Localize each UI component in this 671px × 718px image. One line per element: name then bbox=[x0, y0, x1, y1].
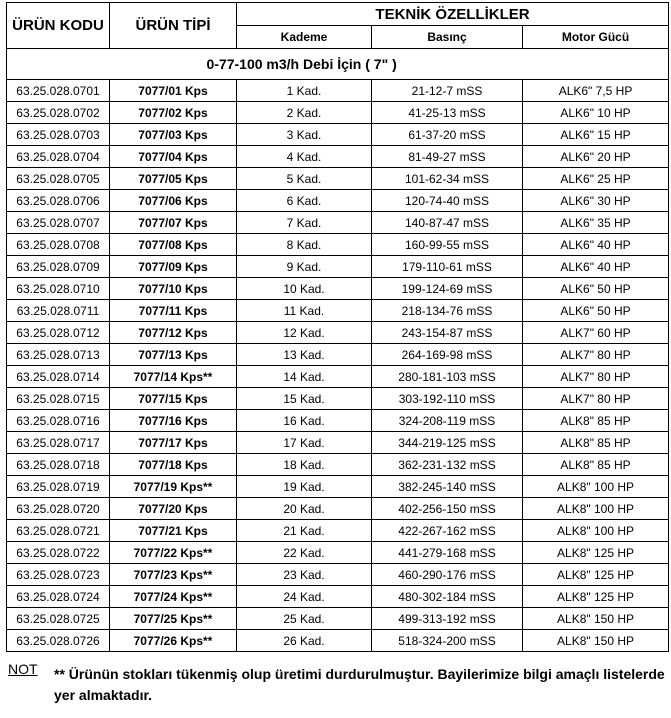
table-row bbox=[7, 146, 669, 168]
header-pressure: Basınç bbox=[372, 26, 523, 49]
cell-motor-power: ALK8" 125 HP bbox=[523, 586, 669, 608]
table-row bbox=[7, 212, 669, 234]
table-row bbox=[7, 322, 669, 344]
cell-product-code: 63.25.028.0717 bbox=[7, 432, 110, 454]
cell-motor-power: ALK8" 85 HP bbox=[523, 454, 669, 476]
cell-stage: 25 Kad. bbox=[237, 608, 372, 630]
header-product-code: ÜRÜN KODU bbox=[7, 3, 110, 49]
cell-pressure: 441-279-168 mSS bbox=[372, 542, 523, 564]
product-spec-table bbox=[6, 2, 669, 652]
cell-pressure: 344-219-125 mSS bbox=[372, 432, 523, 454]
cell-stage: 1 Kad. bbox=[237, 80, 372, 102]
cell-pressure: 362-231-132 mSS bbox=[372, 454, 523, 476]
cell-product-code: 63.25.028.0706 bbox=[7, 190, 110, 212]
cell-product-type: 7077/24 Kps** bbox=[110, 586, 237, 608]
cell-pressure: 101-62-34 mSS bbox=[372, 168, 523, 190]
cell-product-type: 7077/11 Kps bbox=[110, 300, 237, 322]
cell-stage: 18 Kad. bbox=[237, 454, 372, 476]
table-row bbox=[7, 102, 669, 124]
cell-stage: 23 Kad. bbox=[237, 564, 372, 586]
note-label: NOT bbox=[8, 661, 38, 677]
cell-motor-power: ALK6" 25 HP bbox=[523, 168, 669, 190]
cell-motor-power: ALK8" 85 HP bbox=[523, 410, 669, 432]
cell-stage: 20 Kad. bbox=[237, 498, 372, 520]
table-row bbox=[7, 234, 669, 256]
cell-product-code: 63.25.028.0702 bbox=[7, 102, 110, 124]
cell-pressure: 179-110-61 mSS bbox=[372, 256, 523, 278]
cell-product-type: 7077/26 Kps** bbox=[110, 630, 237, 652]
cell-product-code: 63.25.028.0724 bbox=[7, 586, 110, 608]
cell-pressure: 140-87-47 mSS bbox=[372, 212, 523, 234]
cell-motor-power: ALK8" 150 HP bbox=[523, 608, 669, 630]
table-row bbox=[7, 388, 669, 410]
cell-motor-power: ALK8" 100 HP bbox=[523, 476, 669, 498]
cell-product-type: 7077/25 Kps** bbox=[110, 608, 237, 630]
cell-product-type: 7077/07 Kps bbox=[110, 212, 237, 234]
cell-stage: 26 Kad. bbox=[237, 630, 372, 652]
cell-stage: 17 Kad. bbox=[237, 432, 372, 454]
cell-product-type: 7077/21 Kps bbox=[110, 520, 237, 542]
cell-product-type: 7077/20 Kps bbox=[110, 498, 237, 520]
cell-product-code: 63.25.028.0711 bbox=[7, 300, 110, 322]
cell-motor-power: ALK8" 100 HP bbox=[523, 498, 669, 520]
cell-product-code: 63.25.028.0721 bbox=[7, 520, 110, 542]
cell-stage: 14 Kad. bbox=[237, 366, 372, 388]
cell-stage: 13 Kad. bbox=[237, 344, 372, 366]
table-row bbox=[7, 454, 669, 476]
table-row bbox=[7, 410, 669, 432]
cell-product-type: 7077/08 Kps bbox=[110, 234, 237, 256]
cell-motor-power: ALK6" 7,5 HP bbox=[523, 80, 669, 102]
table-row bbox=[7, 608, 669, 630]
cell-stage: 21 Kad. bbox=[237, 520, 372, 542]
header-product-type: ÜRÜN TİPİ bbox=[110, 3, 237, 49]
section-title: 0-77-100 m3/h Debi İçin ( 7" ) bbox=[110, 49, 669, 80]
cell-pressure: 61-37-20 mSS bbox=[372, 124, 523, 146]
table-row bbox=[7, 630, 669, 652]
cell-product-code: 63.25.028.0710 bbox=[7, 278, 110, 300]
table-row bbox=[7, 344, 669, 366]
table-row bbox=[7, 520, 669, 542]
cell-product-type: 7077/04 Kps bbox=[110, 146, 237, 168]
cell-product-code: 63.25.028.0703 bbox=[7, 124, 110, 146]
table-row bbox=[7, 564, 669, 586]
cell-motor-power: ALK6" 35 HP bbox=[523, 212, 669, 234]
cell-stage: 24 Kad. bbox=[237, 586, 372, 608]
cell-product-code: 63.25.028.0707 bbox=[7, 212, 110, 234]
cell-pressure: 81-49-27 mSS bbox=[372, 146, 523, 168]
cell-stage: 19 Kad. bbox=[237, 476, 372, 498]
cell-motor-power: ALK7" 60 HP bbox=[523, 322, 669, 344]
table-row bbox=[7, 432, 669, 454]
cell-motor-power: ALK7" 80 HP bbox=[523, 388, 669, 410]
cell-product-type: 7077/18 Kps bbox=[110, 454, 237, 476]
header-stage: Kademe bbox=[237, 26, 372, 49]
cell-stage: 7 Kad. bbox=[237, 212, 372, 234]
cell-motor-power: ALK7" 80 HP bbox=[523, 344, 669, 366]
cell-pressure: 243-154-87 mSS bbox=[372, 322, 523, 344]
cell-product-type: 7077/17 Kps bbox=[110, 432, 237, 454]
cell-motor-power: ALK6" 40 HP bbox=[523, 256, 669, 278]
cell-product-type: 7077/06 Kps bbox=[110, 190, 237, 212]
cell-stage: 4 Kad. bbox=[237, 146, 372, 168]
cell-pressure: 324-208-119 mSS bbox=[372, 410, 523, 432]
table-row bbox=[7, 366, 669, 388]
cell-stage: 8 Kad. bbox=[237, 234, 372, 256]
table-row bbox=[7, 80, 669, 102]
table-row bbox=[7, 124, 669, 146]
cell-motor-power: ALK7" 80 HP bbox=[523, 366, 669, 388]
cell-motor-power: ALK6" 50 HP bbox=[523, 278, 669, 300]
cell-product-code: 63.25.028.0722 bbox=[7, 542, 110, 564]
cell-motor-power: ALK6" 30 HP bbox=[523, 190, 669, 212]
cell-product-code: 63.25.028.0715 bbox=[7, 388, 110, 410]
cell-pressure: 518-324-200 mSS bbox=[372, 630, 523, 652]
table-row bbox=[7, 168, 669, 190]
cell-product-type: 7077/23 Kps** bbox=[110, 564, 237, 586]
cell-motor-power: ALK6" 15 HP bbox=[523, 124, 669, 146]
cell-pressure: 280-181-103 mSS bbox=[372, 366, 523, 388]
cell-product-type: 7077/12 Kps bbox=[110, 322, 237, 344]
cell-pressure: 402-256-150 mSS bbox=[372, 498, 523, 520]
table-row bbox=[7, 278, 669, 300]
cell-product-type: 7077/22 Kps** bbox=[110, 542, 237, 564]
cell-motor-power: ALK6" 40 HP bbox=[523, 234, 669, 256]
cell-stage: 15 Kad. bbox=[237, 388, 372, 410]
cell-product-type: 7077/02 Kps bbox=[110, 102, 237, 124]
cell-motor-power: ALK8" 85 HP bbox=[523, 432, 669, 454]
cell-stage: 2 Kad. bbox=[237, 102, 372, 124]
cell-pressure: 382-245-140 mSS bbox=[372, 476, 523, 498]
cell-product-code: 63.25.028.0726 bbox=[7, 630, 110, 652]
cell-product-type: 7077/03 Kps bbox=[110, 124, 237, 146]
cell-product-type: 7077/15 Kps bbox=[110, 388, 237, 410]
cell-stage: 22 Kad. bbox=[237, 542, 372, 564]
cell-product-code: 63.25.028.0701 bbox=[7, 80, 110, 102]
cell-product-code: 63.25.028.0725 bbox=[7, 608, 110, 630]
cell-pressure: 480-302-184 mSS bbox=[372, 586, 523, 608]
cell-product-type: 7077/05 Kps bbox=[110, 168, 237, 190]
table-row bbox=[7, 542, 669, 564]
cell-pressure: 120-74-40 mSS bbox=[372, 190, 523, 212]
cell-pressure: 21-12-7 mSS bbox=[372, 80, 523, 102]
cell-motor-power: ALK6" 20 HP bbox=[523, 146, 669, 168]
cell-product-code: 63.25.028.0704 bbox=[7, 146, 110, 168]
cell-motor-power: ALK8" 125 HP bbox=[523, 564, 669, 586]
cell-product-type: 7077/10 Kps bbox=[110, 278, 237, 300]
table-row bbox=[7, 256, 669, 278]
cell-product-type: 7077/13 Kps bbox=[110, 344, 237, 366]
cell-pressure: 218-134-76 mSS bbox=[372, 300, 523, 322]
cell-product-code: 63.25.028.0718 bbox=[7, 454, 110, 476]
table-row bbox=[7, 190, 669, 212]
cell-motor-power: ALK6" 10 HP bbox=[523, 102, 669, 124]
cell-stage: 16 Kad. bbox=[237, 410, 372, 432]
cell-stage: 3 Kad. bbox=[237, 124, 372, 146]
header-technical-specs: TEKNİK ÖZELLİKLER bbox=[237, 3, 669, 26]
cell-product-code: 63.25.028.0708 bbox=[7, 234, 110, 256]
cell-product-type: 7077/14 Kps** bbox=[110, 366, 237, 388]
table-row bbox=[7, 300, 669, 322]
cell-pressure: 303-192-110 mSS bbox=[372, 388, 523, 410]
cell-motor-power: ALK8" 100 HP bbox=[523, 520, 669, 542]
cell-pressure: 422-267-162 mSS bbox=[372, 520, 523, 542]
cell-motor-power: ALK6" 50 HP bbox=[523, 300, 669, 322]
cell-product-code: 63.25.028.0716 bbox=[7, 410, 110, 432]
cell-stage: 5 Kad. bbox=[237, 168, 372, 190]
cell-product-code: 63.25.028.0719 bbox=[7, 476, 110, 498]
cell-pressure: 199-124-69 mSS bbox=[372, 278, 523, 300]
cell-product-code: 63.25.028.0705 bbox=[7, 168, 110, 190]
cell-motor-power: ALK8" 150 HP bbox=[523, 630, 669, 652]
cell-product-code: 63.25.028.0720 bbox=[7, 498, 110, 520]
cell-stage: 10 Kad. bbox=[237, 278, 372, 300]
cell-product-code: 63.25.028.0709 bbox=[7, 256, 110, 278]
cell-stage: 11 Kad. bbox=[237, 300, 372, 322]
cell-pressure: 460-290-176 mSS bbox=[372, 564, 523, 586]
cell-product-type: 7077/16 Kps bbox=[110, 410, 237, 432]
cell-pressure: 160-99-55 mSS bbox=[372, 234, 523, 256]
note-text: ** Ürünün stokları tükenmiş olup üretimi durdurulmuştur. Bayilerimize bilgi amaçlı listelerde yer almaktadır. bbox=[54, 666, 665, 703]
header-motor-power: Motor Gücü bbox=[523, 26, 669, 49]
cell-pressure: 499-313-192 mSS bbox=[372, 608, 523, 630]
table-row bbox=[7, 476, 669, 498]
section-row-spacer bbox=[7, 49, 110, 80]
cell-product-code: 63.25.028.0713 bbox=[7, 344, 110, 366]
cell-product-code: 63.25.028.0723 bbox=[7, 564, 110, 586]
table-row bbox=[7, 586, 669, 608]
cell-product-type: 7077/09 Kps bbox=[110, 256, 237, 278]
cell-motor-power: ALK8" 125 HP bbox=[523, 542, 669, 564]
cell-pressure: 41-25-13 mSS bbox=[372, 102, 523, 124]
cell-stage: 9 Kad. bbox=[237, 256, 372, 278]
cell-product-type: 7077/01 Kps bbox=[110, 80, 237, 102]
cell-stage: 12 Kad. bbox=[237, 322, 372, 344]
cell-stage: 6 Kad. bbox=[237, 190, 372, 212]
table-row bbox=[7, 498, 669, 520]
cell-pressure: 264-169-98 mSS bbox=[372, 344, 523, 366]
cell-product-code: 63.25.028.0714 bbox=[7, 366, 110, 388]
cell-product-code: 63.25.028.0712 bbox=[7, 322, 110, 344]
cell-product-type: 7077/19 Kps** bbox=[110, 476, 237, 498]
